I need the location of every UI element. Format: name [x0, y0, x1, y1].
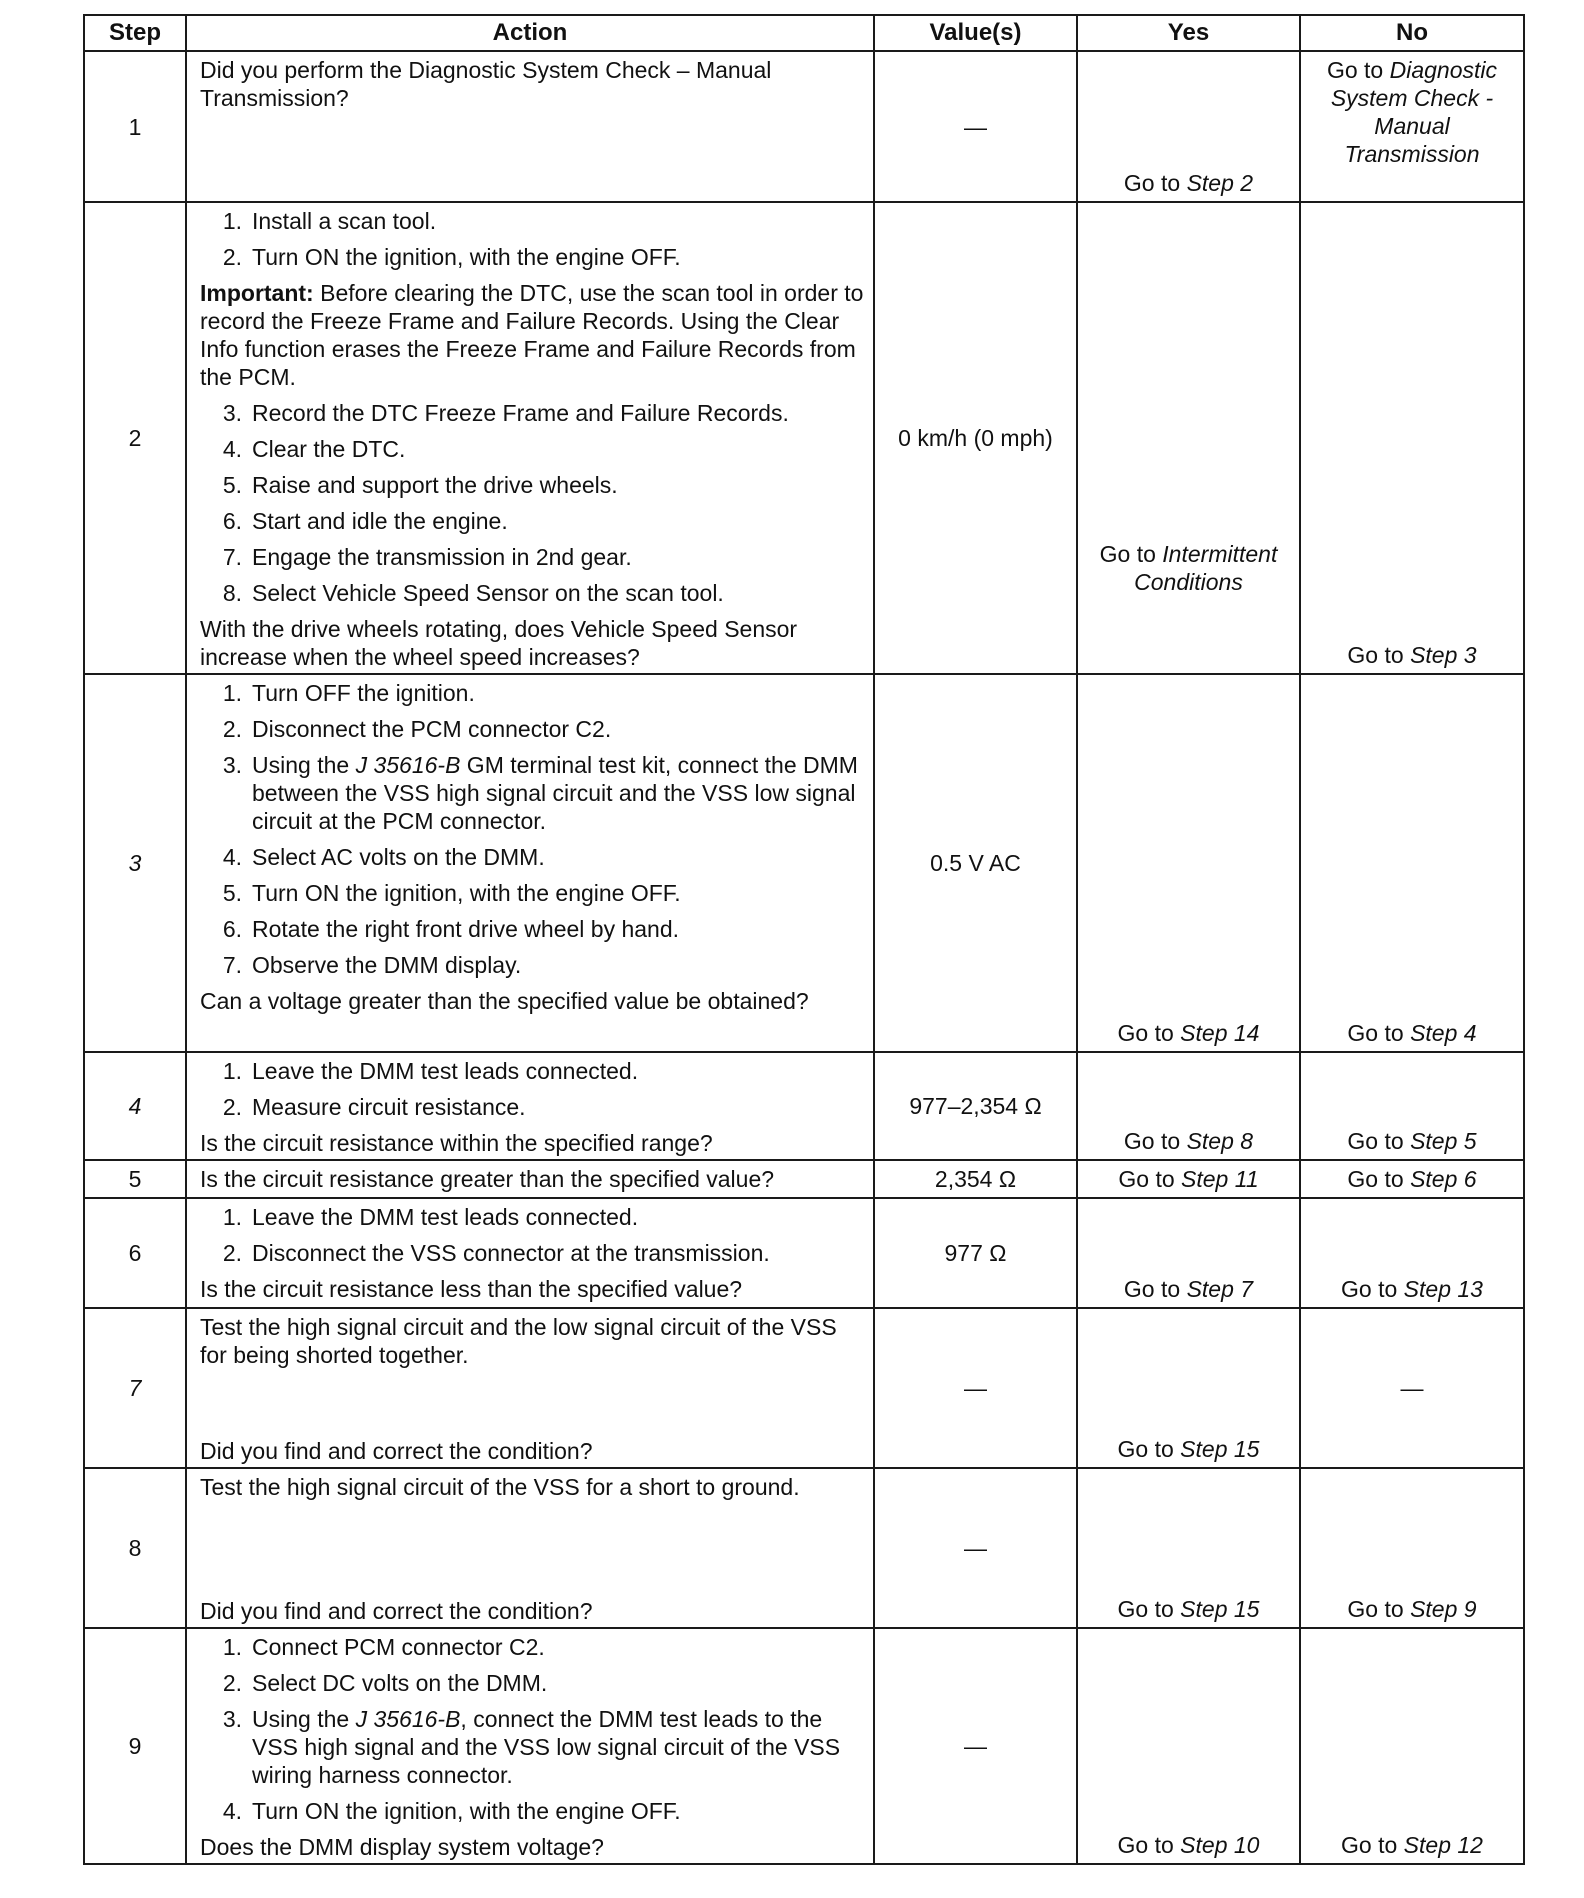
- question-text: Can a voltage greater than the specified value be obtained?: [200, 988, 809, 1014]
- step-link[interactable]: Step 8: [1186, 1128, 1254, 1154]
- step-link[interactable]: Step 7: [1186, 1276, 1254, 1302]
- value-cell: —: [874, 1468, 1077, 1628]
- procedure-list: [200, 1203, 865, 1267]
- list-item: 4. Turn ON the ignition, with the engine OFF.: [222, 1798, 681, 1824]
- action-cell: [186, 1198, 874, 1308]
- value-cell: 0 km/h (0 mph): [874, 202, 1077, 674]
- step-link[interactable]: Diagnostic System Check - Manual Transmission: [1330, 57, 1498, 167]
- procedure-list: [200, 399, 865, 607]
- no-cell: Go to Step 13: [1300, 1198, 1524, 1308]
- table-row: [84, 1468, 1524, 1628]
- list-item: 5. Raise and support the drive wheels.: [222, 472, 618, 498]
- yes-cell: Go to Step 7: [1077, 1198, 1300, 1308]
- action-cell: [186, 674, 874, 1052]
- list-item: 5. Turn ON the ignition, with the engine OFF.: [222, 880, 681, 906]
- step-link[interactable]: Step 4: [1410, 1020, 1477, 1046]
- question-text: Does the DMM display system voltage?: [200, 1834, 604, 1860]
- step-number: 1: [84, 51, 186, 202]
- table-row: [84, 1198, 1524, 1308]
- step-number: 4: [84, 1052, 186, 1160]
- no-cell: Go to Step 12: [1300, 1628, 1524, 1864]
- procedure-list: [200, 1057, 865, 1121]
- action-text: Did you perform the Diagnostic System Check – Manual Transmission?: [200, 57, 772, 111]
- list-item: 3. Record the DTC Freeze Frame and Failure Records.: [222, 400, 789, 426]
- table-row: [84, 51, 1524, 202]
- yes-cell: Go to Step 11: [1077, 1160, 1300, 1198]
- header-values: Value(s): [874, 15, 1077, 51]
- list-item: 2. Select DC volts on the DMM.: [222, 1670, 548, 1696]
- step-link[interactable]: Step 15: [1180, 1436, 1260, 1462]
- step-link[interactable]: Step 3: [1410, 642, 1477, 668]
- list-item: 2. Turn ON the ignition, with the engine OFF.: [222, 244, 681, 270]
- list-item: 2. Disconnect the VSS connector at the transmission.: [222, 1240, 770, 1266]
- value-cell: —: [874, 1628, 1077, 1864]
- list-item: 1. Turn OFF the ignition.: [222, 680, 475, 706]
- list-item: 4. Clear the DTC.: [222, 436, 406, 462]
- no-cell: Go to Step 4: [1300, 674, 1524, 1052]
- step-link[interactable]: Step 15: [1180, 1596, 1260, 1622]
- question-text: Did you find and correct the condition?: [200, 1438, 593, 1464]
- value-cell: 977–2,354 Ω: [874, 1052, 1077, 1160]
- action-text: Test the high signal circuit of the VSS for a short to ground.: [200, 1474, 800, 1500]
- no-cell: Go to Step 6: [1300, 1160, 1524, 1198]
- step-link[interactable]: Step 10: [1180, 1832, 1260, 1858]
- step-link[interactable]: Step 9: [1410, 1596, 1477, 1622]
- step-link[interactable]: Step 12: [1403, 1832, 1483, 1858]
- list-item: 6. Start and idle the engine.: [222, 508, 508, 534]
- action-cell: [186, 1160, 874, 1198]
- action-cell: [186, 1628, 874, 1864]
- action-text: Test the high signal circuit and the low signal circuit of the VSS for being shorted together.: [200, 1314, 837, 1368]
- yes-cell: Go to Step 2: [1077, 51, 1300, 202]
- value-cell: 2,354 Ω: [874, 1160, 1077, 1198]
- list-item: 1. Leave the DMM test leads connected.: [222, 1058, 639, 1084]
- step-number: 7: [84, 1308, 186, 1468]
- action-cell: [186, 202, 874, 674]
- list-item: 1. Leave the DMM test leads connected.: [222, 1204, 639, 1230]
- no-cell: —: [1300, 1308, 1524, 1468]
- step-link[interactable]: Step 11: [1181, 1166, 1259, 1192]
- yes-cell: Go to Intermittent Conditions: [1077, 202, 1300, 674]
- list-item: 1. Install a scan tool.: [222, 208, 437, 234]
- header-row: [84, 15, 1524, 51]
- no-cell: Go to Step 5: [1300, 1052, 1524, 1160]
- value-cell: 977 Ω: [874, 1198, 1077, 1308]
- list-item: 2. Measure circuit resistance.: [222, 1094, 526, 1120]
- list-item: 3. Using the J 35616-B GM terminal test kit, connect the DMM between the VSS high signal circuit and the VSS low signal circuit at the PCM connector.: [222, 752, 858, 834]
- list-item: 8. Select Vehicle Speed Sensor on the scan tool.: [222, 580, 724, 606]
- list-item: 2. Disconnect the PCM connector C2.: [222, 716, 612, 742]
- header-action: Action: [186, 15, 874, 51]
- procedure-list: [200, 679, 865, 979]
- table-row: [84, 1160, 1524, 1198]
- action-cell: [186, 1308, 874, 1468]
- table-row: [84, 1308, 1524, 1468]
- step-number: 5: [84, 1160, 186, 1198]
- procedure-list: [200, 1633, 865, 1825]
- step-number: 9: [84, 1628, 186, 1864]
- header-yes: Yes: [1077, 15, 1300, 51]
- important-note: Important: Before clearing the DTC, use the scan tool in order to record the Freeze Frame and Failure Records. Using the Clear Info function erases the Freeze Frame and Failure Records from the PCM.: [200, 280, 864, 390]
- step-number: 2: [84, 202, 186, 674]
- table-row: [84, 1052, 1524, 1160]
- yes-cell: Go to Step 15: [1077, 1468, 1300, 1628]
- yes-cell: Go to Step 10: [1077, 1628, 1300, 1864]
- yes-cell: Go to Step 8: [1077, 1052, 1300, 1160]
- no-cell: Go to Step 3: [1300, 202, 1524, 674]
- table-row: [84, 202, 1524, 674]
- value-cell: —: [874, 51, 1077, 202]
- action-text: Is the circuit resistance greater than the specified value?: [200, 1166, 775, 1192]
- yes-cell: Go to Step 15: [1077, 1308, 1300, 1468]
- list-item: 3. Using the J 35616-B, connect the DMM test leads to the VSS high signal and the VSS low signal circuit of the VSS wiring harness connector.: [222, 1706, 841, 1788]
- step-link[interactable]: Step 6: [1410, 1166, 1477, 1192]
- step-link[interactable]: Step 13: [1403, 1276, 1483, 1302]
- question-text: Did you find and correct the condition?: [200, 1598, 593, 1624]
- yes-cell: Go to Step 14: [1077, 674, 1300, 1052]
- step-number: 8: [84, 1468, 186, 1628]
- header-step: Step: [84, 15, 186, 51]
- header-no: No: [1300, 15, 1524, 51]
- list-item: 7. Engage the transmission in 2nd gear.: [222, 544, 632, 570]
- question-text: With the drive wheels rotating, does Vehicle Speed Sensor increase when the wheel speed increases?: [200, 616, 798, 670]
- table-row: [84, 674, 1524, 1052]
- step-link[interactable]: Step 2: [1186, 170, 1254, 196]
- list-item: 4. Select AC volts on the DMM.: [222, 844, 545, 870]
- table-row: [84, 1628, 1524, 1864]
- list-item: 6. Rotate the right front drive wheel by hand.: [222, 916, 680, 942]
- step-number: 3: [84, 674, 186, 1052]
- step-link[interactable]: Step 5: [1410, 1128, 1477, 1154]
- step-number: 6: [84, 1198, 186, 1308]
- action-cell: [186, 51, 874, 202]
- action-cell: [186, 1052, 874, 1160]
- list-item: 7. Observe the DMM display.: [222, 952, 522, 978]
- question-text: Is the circuit resistance within the specified range?: [200, 1130, 713, 1156]
- no-cell: Go to Diagnostic System Check - Manual Transmission: [1300, 51, 1524, 202]
- procedure-list: [200, 207, 865, 271]
- diagnostic-table: [83, 14, 1525, 1865]
- no-cell: Go to Step 9: [1300, 1468, 1524, 1628]
- step-link[interactable]: Intermittent Conditions: [1134, 541, 1278, 595]
- list-item: 1. Connect PCM connector C2.: [222, 1634, 545, 1660]
- value-cell: 0.5 V AC: [874, 674, 1077, 1052]
- question-text: Is the circuit resistance less than the specified value?: [200, 1276, 743, 1302]
- action-cell: [186, 1468, 874, 1628]
- step-link[interactable]: Step 14: [1180, 1020, 1260, 1046]
- value-cell: —: [874, 1308, 1077, 1468]
